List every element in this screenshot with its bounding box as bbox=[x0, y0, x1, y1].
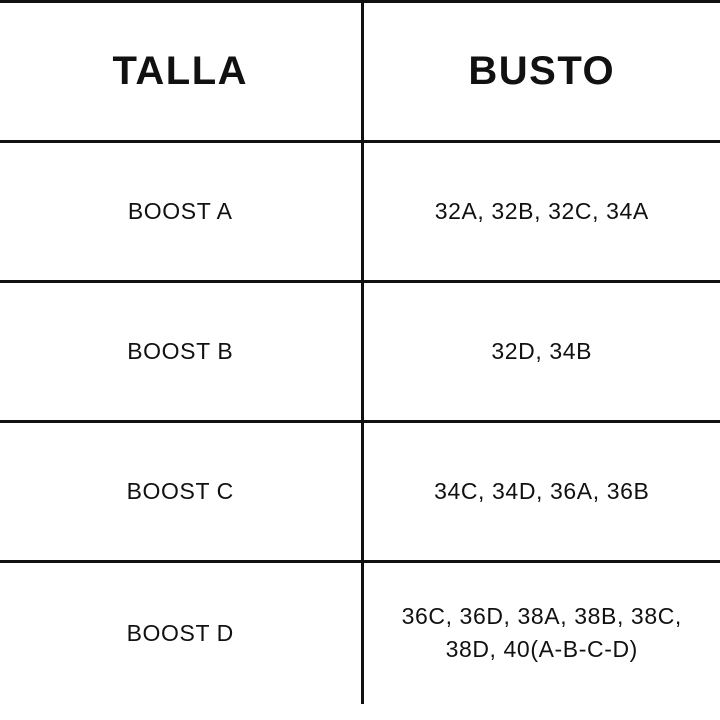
size-name: BOOST C bbox=[126, 477, 234, 504]
cell-talla bbox=[0, 422, 362, 562]
bust-sizes: 32A, 32B, 32C, 34A bbox=[434, 197, 649, 224]
cell-busto bbox=[362, 422, 720, 562]
bust-sizes: 36C, 36D, 38A, 38B, 38C, 38D, 40(A-B-C-D) bbox=[401, 602, 682, 663]
size-name: BOOST B bbox=[127, 337, 234, 364]
table-row bbox=[0, 562, 720, 704]
table-row bbox=[0, 282, 720, 422]
cell-busto bbox=[362, 282, 720, 422]
bust-sizes: 34C, 34D, 36A, 36B bbox=[434, 477, 650, 504]
cell-busto bbox=[362, 142, 720, 282]
cell-busto bbox=[362, 562, 720, 704]
column-header-talla: TALLA bbox=[0, 2, 362, 142]
table-body bbox=[0, 142, 720, 704]
table-row bbox=[0, 422, 720, 562]
table-row bbox=[0, 142, 720, 282]
cell-talla bbox=[0, 282, 362, 422]
bust-sizes: 32D, 34B bbox=[491, 337, 593, 364]
table-header bbox=[0, 2, 720, 142]
table-header-row bbox=[0, 2, 720, 142]
size-name: BOOST A bbox=[127, 197, 233, 224]
cell-talla bbox=[0, 142, 362, 282]
size-name: BOOST D bbox=[126, 619, 234, 646]
column-header-busto: BUSTO bbox=[362, 2, 720, 142]
cell-talla bbox=[0, 562, 362, 704]
